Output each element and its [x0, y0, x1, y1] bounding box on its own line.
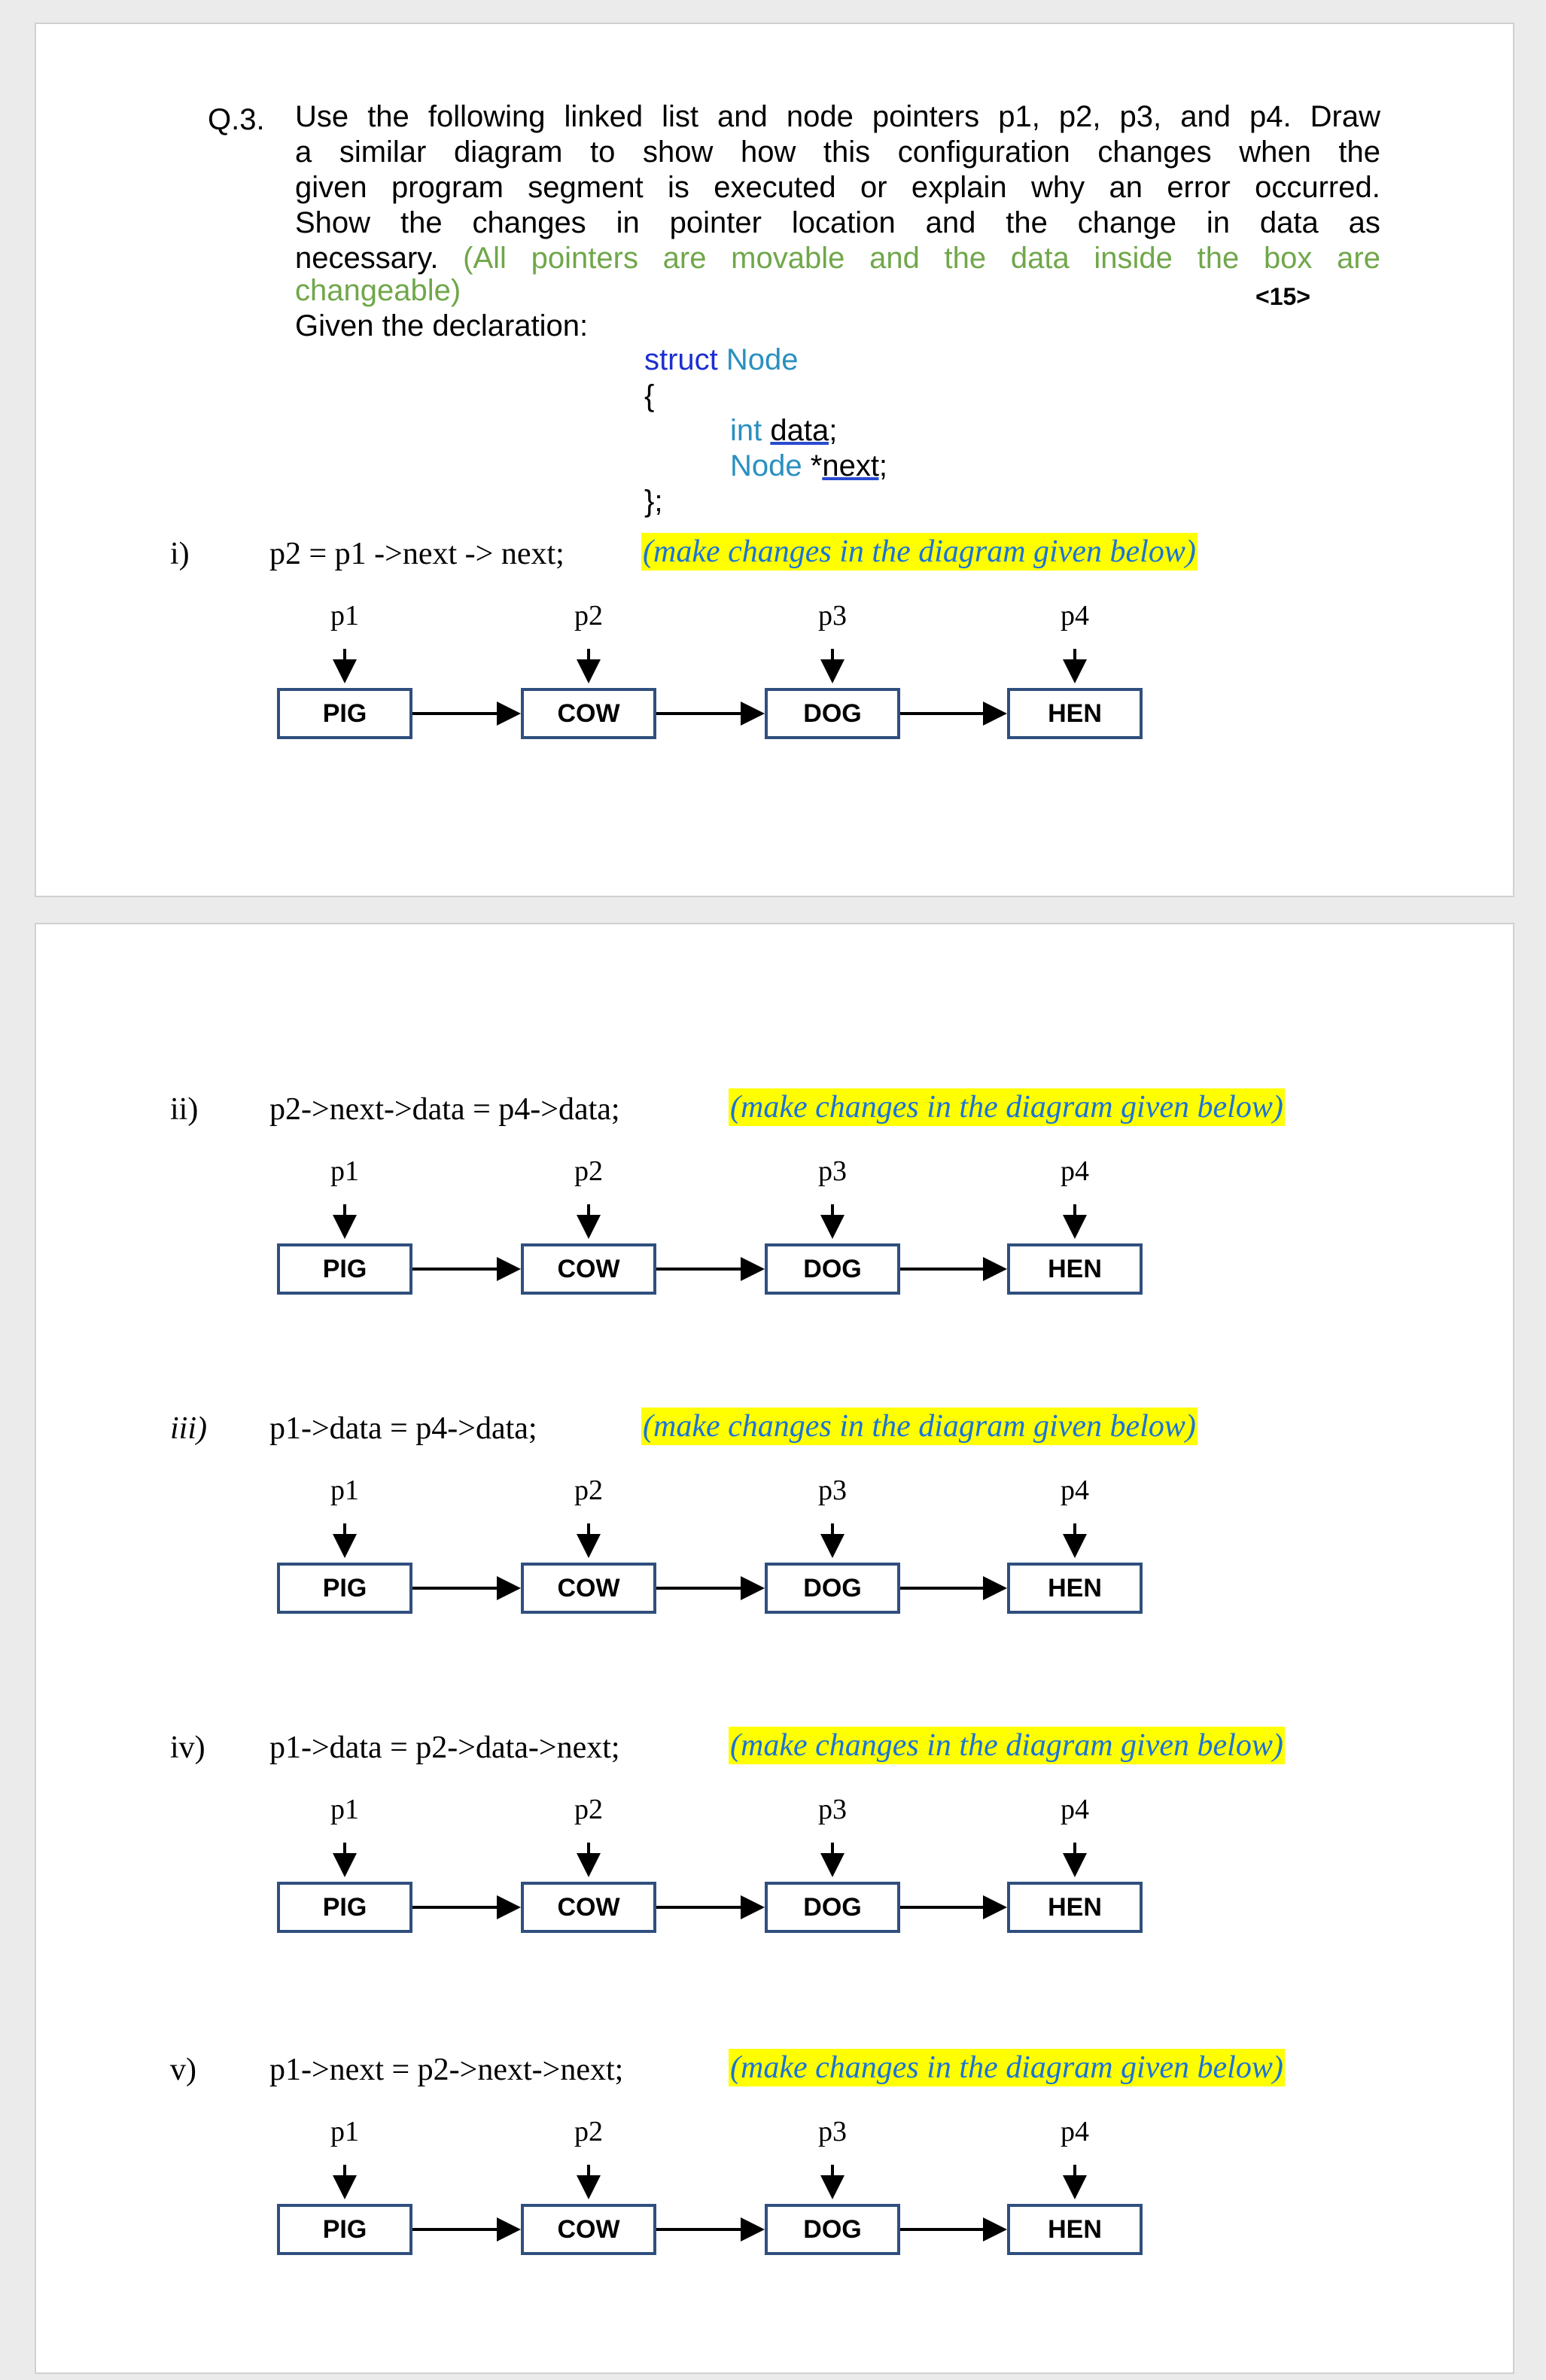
question-word: similar: [339, 135, 427, 169]
question-word: and: [1180, 100, 1231, 133]
question-word: p2,: [1058, 100, 1101, 133]
pointer-label: p1: [330, 1794, 359, 1825]
question-word: linked: [564, 100, 644, 133]
instruction-highlight: (make changes in the diagram given below): [643, 1409, 1196, 1444]
node-box: DOG: [765, 1882, 900, 1933]
question-word: or: [860, 171, 887, 204]
struct-name: Node: [726, 343, 799, 376]
node-box: PIG: [277, 1882, 412, 1933]
question-word: and: [717, 100, 768, 133]
question-word: program: [391, 171, 504, 204]
question-line-5-green-word: the: [944, 242, 987, 275]
node-box: PIG: [277, 688, 412, 739]
question-word: in: [1206, 206, 1230, 239]
int-keyword: int: [730, 414, 762, 447]
question-word: the: [400, 206, 443, 239]
question-number: Q.3.: [208, 103, 265, 136]
pointer-label: p4: [1061, 1155, 1089, 1187]
pointer-label: p2: [574, 600, 603, 632]
node-box: PIG: [277, 1563, 412, 1614]
question-word: in: [616, 206, 640, 239]
question-line-5-green-word: inside: [1094, 242, 1173, 275]
question-word: a: [295, 135, 312, 169]
question-word: is: [668, 171, 689, 204]
marks-label: <15>: [1255, 283, 1310, 310]
question-word: following: [428, 100, 546, 133]
struct-keyword: struct: [644, 343, 718, 376]
node-box: DOG: [765, 1563, 900, 1614]
given-declaration-label: Given the declaration:: [295, 309, 589, 342]
node-type: Node: [730, 449, 802, 482]
question-word: changes: [472, 206, 586, 239]
instruction-highlight: (make changes in the diagram given below): [730, 1090, 1283, 1125]
question-word: the: [1006, 206, 1048, 239]
pointer-label: p2: [574, 2116, 603, 2147]
pointer-star: *: [810, 449, 823, 482]
question-word: segment: [528, 171, 644, 204]
question-word: list: [662, 100, 698, 133]
question-line-5-green-word: are: [1337, 242, 1380, 275]
node-box: COW: [521, 2204, 656, 2255]
pointer-label: p3: [818, 1475, 847, 1506]
pointer-label: p3: [818, 1794, 847, 1825]
question-line-5-green-word: box: [1263, 242, 1313, 275]
question-word: show: [642, 135, 714, 169]
node-box: DOG: [765, 1243, 900, 1295]
question-word: occurred.: [1255, 171, 1380, 204]
pointer-label: p2: [574, 1475, 603, 1506]
section-number: iii): [170, 1411, 207, 1446]
node-box: DOG: [765, 688, 900, 739]
pointer-label: p1: [330, 2116, 359, 2147]
question-line-5-green-word: data: [1010, 242, 1070, 275]
code-open-brace: {: [644, 379, 655, 412]
question-word: data: [1259, 206, 1319, 239]
instruction-highlight: (make changes in the diagram given below): [730, 1728, 1283, 1763]
question-word: given: [295, 171, 367, 204]
code-statement: p1->data = p2->data->next;: [269, 1730, 620, 1765]
question-word: this: [823, 135, 871, 169]
pointer-label: p1: [330, 1475, 359, 1506]
pointer-label: p4: [1061, 600, 1089, 632]
question-word: change: [1077, 206, 1176, 239]
question-word: changes: [1097, 135, 1212, 169]
question-word: the: [1338, 135, 1380, 169]
question-word: and: [925, 206, 976, 239]
question-word: p1,: [998, 100, 1040, 133]
node-box: COW: [521, 1563, 656, 1614]
instruction-highlight: (make changes in the diagram given below): [643, 534, 1196, 569]
node-box: DOG: [765, 2204, 900, 2255]
section-number: v): [170, 2053, 196, 2087]
data-field: data;: [770, 414, 838, 447]
section-number: i): [170, 537, 190, 571]
question-word: when: [1239, 135, 1311, 169]
code-statement: p1->data = p4->data;: [269, 1411, 537, 1446]
question-word: error: [1167, 171, 1231, 204]
pointer-label: p2: [574, 1794, 603, 1825]
node-box: HEN: [1007, 688, 1143, 739]
question-word: why: [1030, 171, 1085, 204]
question-word: configuration: [897, 135, 1070, 169]
question-word: to: [590, 135, 616, 169]
code-statement: p2 = p1 ->next -> next;: [269, 537, 565, 571]
question-line-5-green-word: are: [662, 242, 707, 275]
node-box: PIG: [277, 2204, 412, 2255]
question-line-6: changeable): [295, 274, 461, 307]
node-box: COW: [521, 1882, 656, 1933]
pointer-label: p4: [1061, 1475, 1089, 1506]
pointer-label: p4: [1061, 2116, 1089, 2147]
question-line-5-green-word: (All: [463, 242, 507, 275]
question-word: as: [1348, 206, 1380, 239]
next-field: next;: [822, 449, 888, 482]
question-word: diagram: [453, 135, 563, 169]
pointer-label: p2: [574, 1155, 603, 1187]
question-word: location: [791, 206, 896, 239]
pointer-label: p3: [818, 1155, 847, 1187]
question-word: the: [367, 100, 409, 133]
question-word: explain: [911, 171, 1007, 204]
code-close-brace: };: [644, 485, 663, 518]
pointer-label: p3: [818, 600, 847, 632]
question-word: pointer: [669, 206, 762, 239]
question-line-5-green-word: the: [1197, 242, 1240, 275]
node-box: HEN: [1007, 1563, 1143, 1614]
question-word: Draw: [1310, 100, 1380, 133]
node-box: COW: [521, 1243, 656, 1295]
question-word: p4.: [1249, 100, 1292, 133]
node-box: HEN: [1007, 2204, 1143, 2255]
code-statement: p1->next = p2->next->next;: [269, 2053, 624, 2087]
node-box: COW: [521, 688, 656, 739]
pointer-label: p1: [330, 1155, 359, 1187]
node-box: HEN: [1007, 1243, 1143, 1295]
question-word: Use: [295, 100, 349, 133]
question-word: executed: [714, 171, 836, 204]
question-word: p3,: [1119, 100, 1162, 133]
question-word: Show: [295, 206, 371, 239]
code-statement: p2->next->data = p4->data;: [269, 1092, 620, 1127]
section-number: iv): [170, 1730, 205, 1765]
node-box: HEN: [1007, 1882, 1143, 1933]
instruction-highlight: (make changes in the diagram given below): [730, 2050, 1283, 2085]
node-box: PIG: [277, 1243, 412, 1295]
question-word: pointers: [872, 100, 980, 133]
question-line-5-green-word: movable: [731, 242, 845, 275]
pointer-label: p1: [330, 600, 359, 632]
question-word: how: [740, 135, 796, 169]
question-word: node: [786, 100, 854, 133]
section-number: ii): [170, 1092, 199, 1127]
question-line-5-black: necessary.: [295, 242, 439, 275]
question-word: an: [1109, 171, 1143, 204]
pointer-label: p4: [1061, 1794, 1089, 1825]
question-line-5-green-word: and: [869, 242, 920, 275]
question-line-5-green-word: pointers: [531, 242, 638, 275]
pointer-label: p3: [818, 2116, 847, 2147]
